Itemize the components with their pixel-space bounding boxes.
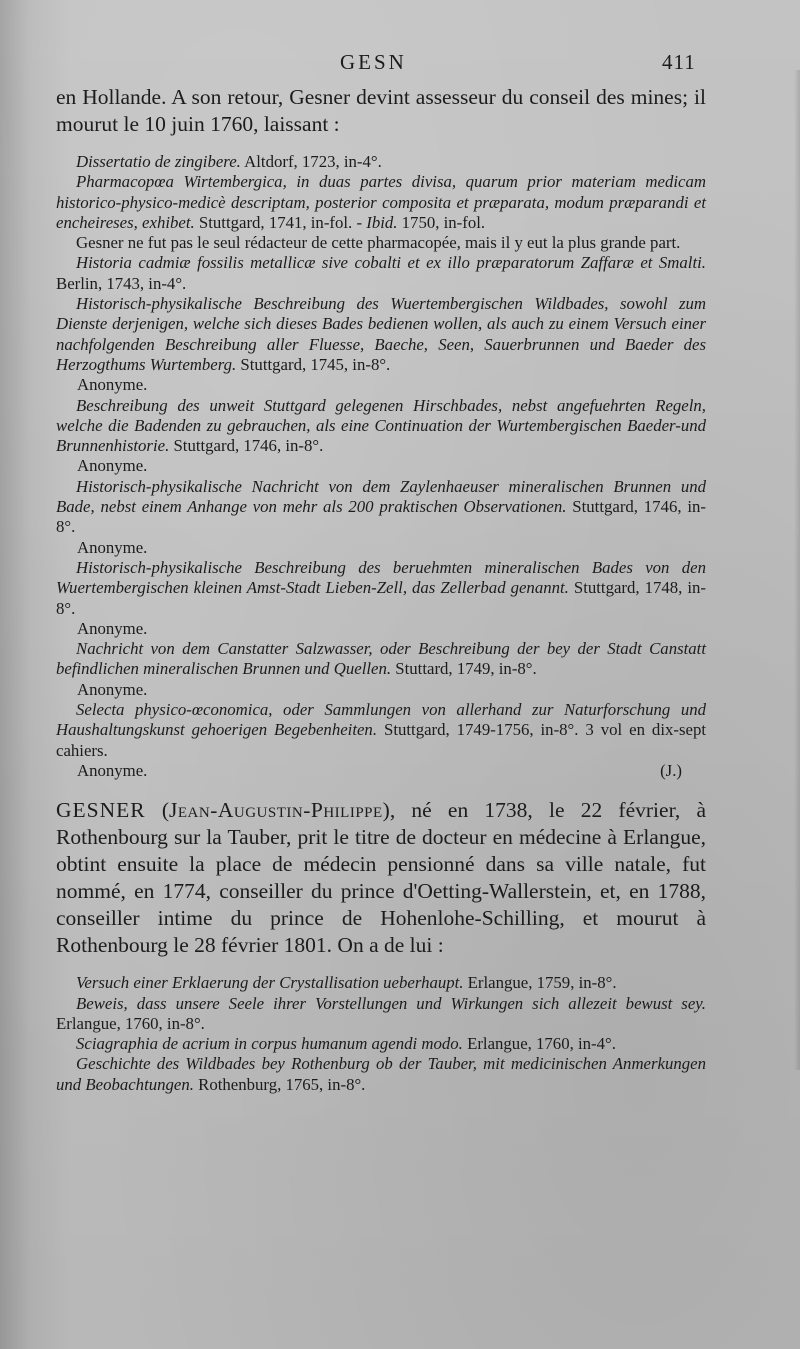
running-head — [0, 50, 800, 80]
entry-title: Historisch-physikalische Beschreibung des beruehmten mineralischen Bades von den Wuertembergischen kleinen Amst-Stadt Lieben-Zell, das Zellerbad genannt. — [56, 557, 706, 598]
article-forenames: Jean-Augustin-Philippe — [169, 798, 383, 823]
entry-imprint: Stuttgard, 1749-1756, in-8°. 3 vol en dix-sept cahiers. — [56, 720, 706, 760]
entry-title: Selecta physico-œconomica, oder Sammlungen von allerhand zur Naturforschung und Haushaltungskunst gehoerigen Begebenheiten. — [56, 700, 706, 740]
bibliography-entry — [56, 253, 706, 294]
entry-title: Beweis, dass unsere Seele ihrer Vorstellungen und Wirkungen sich allezeit bewust sey. — [76, 993, 706, 1013]
bibliography-entry — [56, 1034, 706, 1054]
entry-title: Nachricht von dem Canstatter Salzwasser, oder Beschreibung der bey der Stadt Canstatt befindlichen mineralischen Brunnen und Quellen. — [56, 639, 706, 679]
entry-title: Dissertatio de zingibere. — [76, 152, 241, 171]
entry-imprint-2: 1750, in-fol. — [397, 212, 486, 232]
running-title: GESN — [340, 50, 407, 74]
bibliography-entry — [56, 639, 706, 680]
bibliography-entry — [56, 396, 706, 457]
entry-author: Anonyme. — [77, 537, 148, 557]
entry-imprint: Stuttgard, 1746, in-8°. — [56, 497, 706, 537]
bibliography-list-2 — [56, 973, 706, 1095]
page-edge-shadow — [794, 70, 800, 1070]
entry-imprint: Stuttgard, 1745, in-8°. — [236, 354, 391, 374]
bibliography-entry — [56, 973, 706, 993]
page-number: 411 — [662, 50, 696, 74]
headword-paren: ( — [145, 798, 169, 823]
bibliography-entry — [56, 477, 706, 538]
article-body: ), né en 1738, le 22 février, à Rothenbourg sur la Tauber, prit le titre de docteur en médecine à Erlangue, obtint ensuite la place de médecin pensionné dans sa ville natale, fut nommé, en 1774, conseiller du prince d'Oetting-Wallerstein, et, en 1788, conseiller intime du prince de Hohenlohe-Schilling, et mourut à Rothenbourg le 28 février 1801. On a de lui : — [56, 798, 706, 958]
entry-author: Anonyme. — [77, 760, 148, 780]
article-headword: GESNER — [56, 798, 146, 823]
entry-author: Anonyme. — [77, 679, 148, 699]
entry-imprint: Stuttgard, 1741, in-fol. - — [194, 212, 367, 232]
bibliography-list-1 — [56, 152, 706, 781]
bibliography-entry — [56, 294, 706, 375]
entry-title: Pharmacopœa Wirtembergica, in duas partes divisa, quarum prior materiam medicam historico-physico-medicè descriptam, posterior composita et præparata, modum præparandi et encheireses, exhibet. — [56, 172, 706, 232]
entry-ibid: Ibid. — [366, 212, 398, 232]
entry-imprint: Berlin, 1743, in-4°. — [56, 273, 187, 293]
bibliography-entry — [56, 700, 706, 761]
entry-imprint: Erlangue, 1760, in-8°. — [56, 1013, 205, 1033]
entry-imprint: Erlangue, 1760, in-4°. — [462, 1034, 616, 1054]
entry-author: Anonyme. — [77, 375, 148, 395]
entry-title: Historia cadmiæ fossilis metallicæ sive cobalti et ex illo præparatorum Zaffaræ et Smalti. — [76, 253, 706, 273]
article-gesner-jean-augustin — [56, 797, 706, 959]
entry-title: Historisch-physikalische Beschreibung des Wuertembergischen Wildbades, sowohl zum Dienste derjenigen, welche sich dieses Bades bedienen wollen, als auch zu einem Versuch einer nachfolgenden Beschreibung aller Fluesse, Baeche, Seen, Sauerbrunnen und Baeder des Herzogthums Wurtemberg. — [56, 294, 706, 374]
entry-author: Anonyme. — [77, 456, 148, 476]
entry-title: Historisch-physikalische Nachricht von dem Zaylenhaeuser mineralischen Brunnen und Bade, nebst einem Anhange von mehr als 200 praktischen Observationen. — [56, 476, 706, 517]
entry-title: Beschreibung des unweit Stuttgard gelegenen Hirschbades, nebst angefuehrten Regeln, welche die Badenden zu gebrauchen, als eine Continuation der Wurtembergischen Baeder-und Brunnenhistorie. — [56, 395, 706, 456]
entry-imprint: Stuttard, 1749, in-8°. — [391, 659, 537, 679]
bibliography-entry — [56, 994, 706, 1035]
entry-title: Geschichte des Wildbades bey Rothenburg ob der Tauber, mit medicinischen Anmerkungen und Beobachtungen. — [56, 1054, 706, 1094]
contributor-signature: (J.) — [660, 760, 682, 780]
entry-imprint: Rothenburg, 1765, in-8°. — [193, 1074, 366, 1094]
bibliography-entry — [56, 172, 706, 233]
entry-imprint: Erlangue, 1759, in-8°. — [463, 973, 617, 993]
entry-imprint: Stuttgard, 1746, in-8°. — [169, 436, 324, 456]
entry-title: Sciagraphia de acrium in corpus humanum agendi modo. — [76, 1034, 463, 1054]
bibliography-entry — [56, 1054, 706, 1095]
text-block — [56, 84, 706, 1095]
entry-author: Anonyme. — [77, 618, 148, 638]
entry-title: Versuch einer Erklaerung der Crystallisation ueberhaupt. — [76, 973, 464, 993]
entry-author-with-signature — [56, 761, 706, 781]
editorial-note: Gesner ne fut pas le seul rédacteur de cette pharmacopée, mais il y eut la plus grande part. — [76, 233, 681, 253]
bibliography-entry — [56, 152, 706, 172]
entry-imprint: Stuttgard, 1748, in-8°. — [56, 578, 706, 618]
intro-paragraph: en Hollande. A son retour, Gesner devint assesseur du conseil des mines; il mourut le 10 juin 1760, laissant : — [56, 85, 706, 136]
bibliography-entry — [56, 558, 706, 619]
entry-imprint: Altdorf, 1723, in-4°. — [240, 152, 382, 171]
